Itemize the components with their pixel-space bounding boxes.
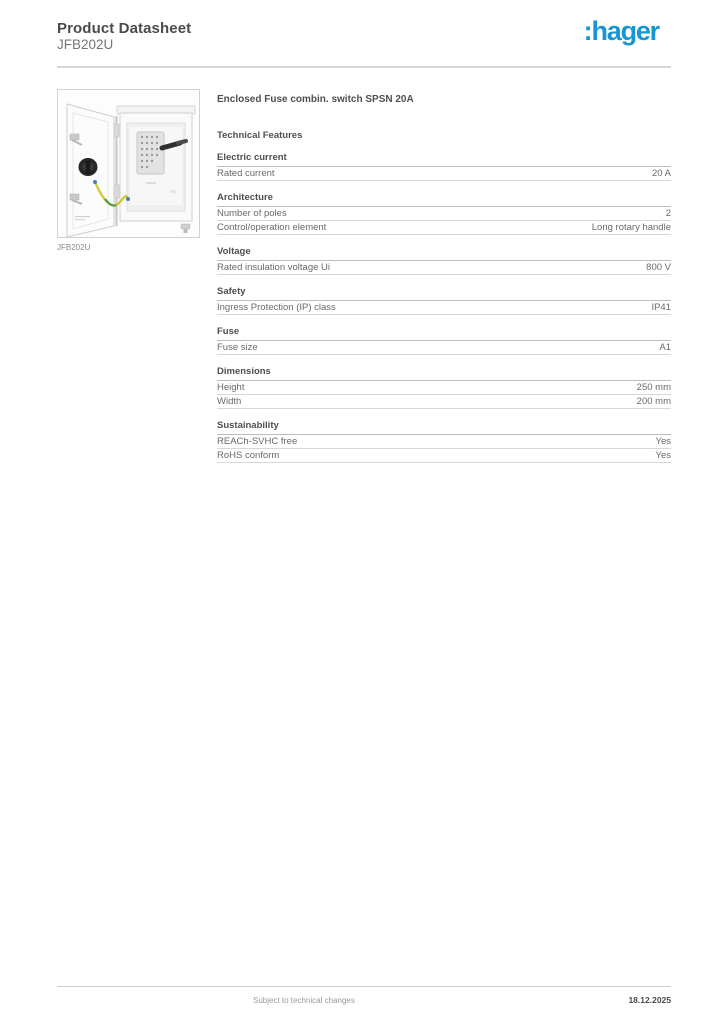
- product-image-column: [57, 89, 200, 252]
- spec-row: [217, 395, 671, 409]
- spec-label: Height: [217, 382, 245, 393]
- spec-value: Yes: [655, 436, 671, 447]
- spec-row: [217, 207, 671, 221]
- spec-section-title: Dimensions: [217, 366, 671, 381]
- spec-row: [217, 381, 671, 395]
- header-divider: [57, 66, 671, 68]
- spec-value: A1: [659, 342, 671, 353]
- spec-value: IP41: [651, 302, 671, 313]
- product-photo-icon: [58, 90, 199, 237]
- spec-section-title: Voltage: [217, 246, 671, 261]
- spec-section-title: Safety: [217, 286, 671, 301]
- spec-label: Rated insulation voltage Ui: [217, 262, 331, 273]
- spec-value: 20 A: [651, 168, 671, 179]
- spec-label: Control/operation element: [217, 222, 327, 233]
- spec-label: REACh-SVHC free: [217, 436, 298, 447]
- spec-label: Ingress Protection (IP) class: [217, 302, 336, 313]
- spec-row: [217, 261, 671, 275]
- footer-date: 18.12.2025: [628, 995, 671, 1005]
- spec-section: [217, 366, 671, 409]
- product-title: Enclosed Fuse combin. switch SPSN 20A: [217, 94, 414, 105]
- spec-value: 200 mm: [636, 396, 671, 407]
- spec-section: [217, 246, 671, 275]
- spec-section-title: Architecture: [217, 192, 671, 207]
- spec-value: Yes: [655, 450, 671, 461]
- spec-label: Width: [217, 396, 242, 407]
- spec-row: [217, 301, 671, 315]
- page-title: Product Datasheet: [57, 20, 192, 37]
- page-subtitle: JFB202U: [57, 37, 114, 52]
- spec-row: [217, 341, 671, 355]
- spec-row: [217, 167, 671, 181]
- spec-value: 800 V: [646, 262, 671, 273]
- spec-section-title: Electric current: [217, 152, 671, 167]
- spec-label: RoHS conform: [217, 450, 280, 461]
- header: [57, 16, 671, 60]
- spec-value: 2: [665, 208, 671, 219]
- spec-section-title: Sustainability: [217, 420, 671, 435]
- product-image-frame: [57, 89, 200, 238]
- spec-row: [217, 221, 671, 235]
- spec-row: [217, 435, 671, 449]
- spec-row: [217, 449, 671, 463]
- spec-section: [217, 420, 671, 463]
- footer-note: Subject to technical changes: [253, 996, 355, 1005]
- product-image-caption: JFB202U: [57, 243, 91, 252]
- spec-section: [217, 152, 671, 181]
- spec-column: [217, 94, 671, 463]
- spec-label: Fuse size: [217, 342, 258, 353]
- spec-label: Number of poles: [217, 208, 287, 219]
- content: [57, 89, 671, 463]
- spec-value: Long rotary handle: [591, 222, 671, 233]
- spec-value: 250 mm: [636, 382, 671, 393]
- spec-section: [217, 286, 671, 315]
- spec-sections: [217, 152, 671, 463]
- hager-logo: :hager: [583, 16, 659, 46]
- technical-features-heading: Technical Features: [217, 130, 303, 141]
- spec-label: Rated current: [217, 168, 275, 179]
- spec-section-title: Fuse: [217, 326, 671, 341]
- spec-section: [217, 192, 671, 235]
- footer: [57, 986, 671, 1005]
- spec-section: [217, 326, 671, 355]
